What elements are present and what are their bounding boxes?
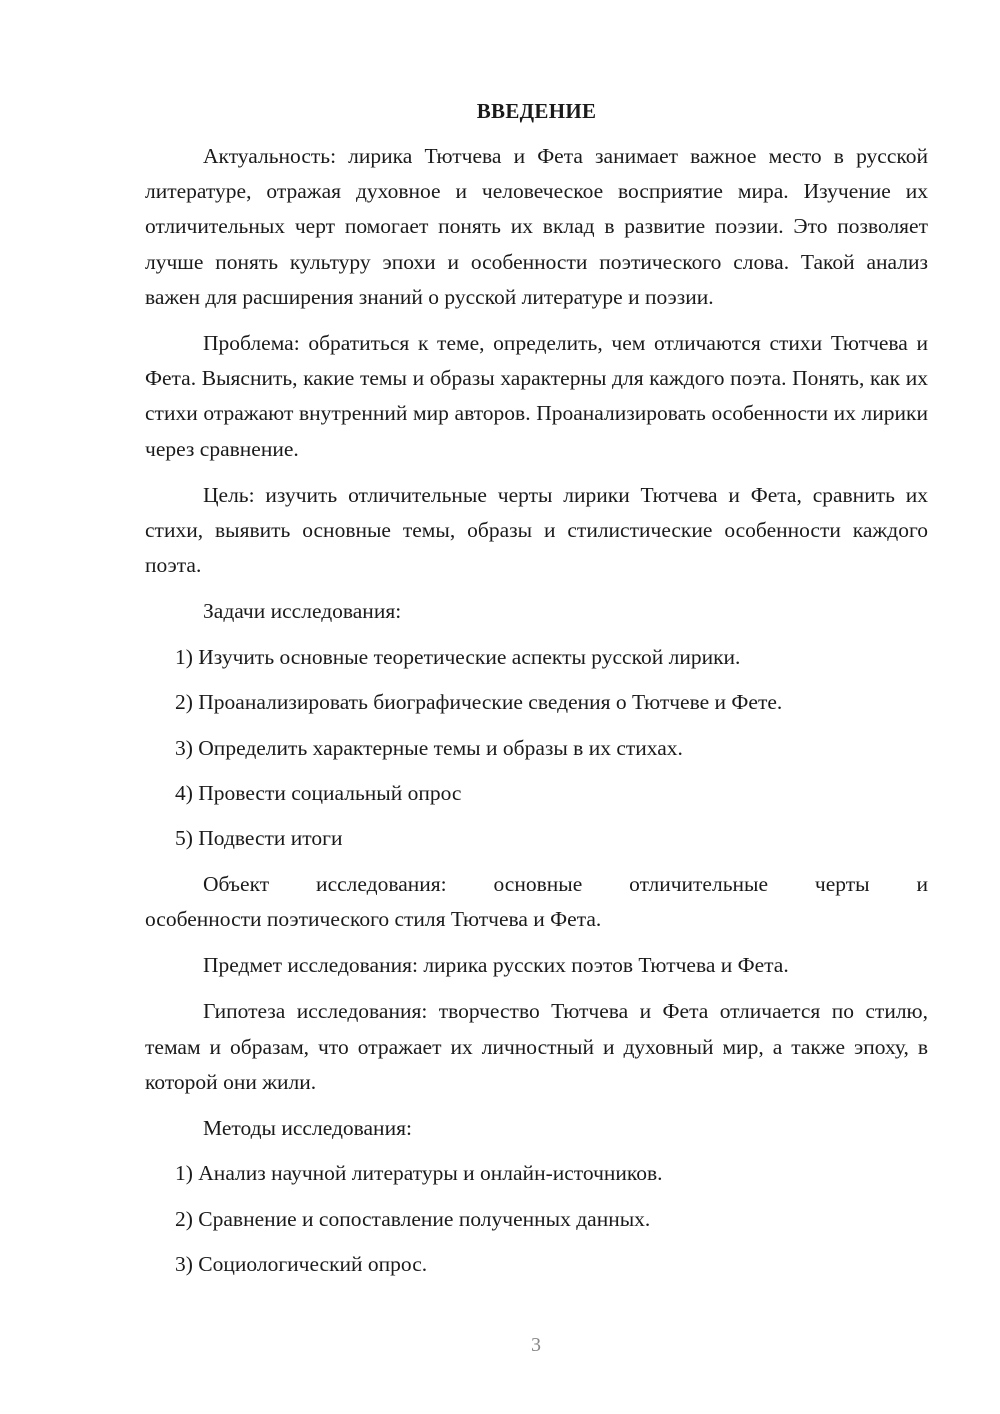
list-item: 1) Изучить основные теоретические аспекты русской лирики. bbox=[175, 644, 741, 669]
list-item: 2) Сравнение и сопоставление полученных данных. bbox=[175, 1206, 651, 1231]
relevance-paragraph: Актуальность: лирика Тютчева и Фета занимает важное место в русской литературе, отражая духовное и человеческое восприятие мира. Изучение их отличительных черт помогает понять их вклад в развитие поэзии. Это позволяет лучше понять культуру эпохи и особенности поэтического слова. Такой анализ важен для расширения знаний о русской литературе и поэзии. bbox=[145, 144, 928, 309]
problem-paragraph: Проблема: обратиться к теме, определить, чем отличаются стихи Тютчева и Фета. Выяснить, какие темы и образы характерны для каждого поэта. Понять, как их стихи отражают внутренний мир авторов. Проанализировать особенности их лирики через сравнение. bbox=[145, 331, 928, 461]
list-item: 2) Проанализировать биографические сведения о Тютчеве и Фете. bbox=[175, 690, 783, 715]
document-page bbox=[145, 94, 928, 1293]
list-item: 5) Подвести итоги bbox=[175, 826, 343, 851]
tasks-list bbox=[145, 640, 928, 857]
methods-label: Методы исследования: bbox=[203, 1116, 412, 1140]
list-item: 3) Определить характерные темы и образы в их стихах. bbox=[175, 735, 683, 760]
list-item: 4) Провести социальный опрос bbox=[175, 781, 462, 805]
page-number: 3 bbox=[531, 1334, 541, 1356]
object-line-1: Объект исследования: основные отличительные черты и bbox=[203, 871, 928, 896]
section-heading: ВВЕДЕНИЕ bbox=[476, 99, 597, 123]
goal-paragraph: Цель: изучить отличительные черты лирики Тютчева и Фета, сравнить их стихи, выявить основные темы, образы и стилистические особенности каждого поэта. bbox=[145, 482, 928, 578]
object-paragraph bbox=[145, 867, 928, 937]
tasks-label: Задачи исследования: bbox=[203, 599, 402, 624]
subject-paragraph: Предмет исследования: лирика русских поэтов Тютчева и Фета. bbox=[203, 953, 789, 978]
list-item: 1) Анализ научной литературы и онлайн-источников. bbox=[175, 1161, 663, 1186]
hypothesis-paragraph: Гипотеза исследования: творчество Тютчева и Фета отличается по стилю, темам и образам, что отражает их личностный и духовный мир, а также эпоху, в которой они жили. bbox=[145, 999, 928, 1094]
object-line-2: особенности поэтического стиля Тютчева и Фета. bbox=[145, 906, 602, 931]
methods-list bbox=[145, 1156, 928, 1282]
list-item: 3) Социологический опрос. bbox=[175, 1252, 428, 1277]
